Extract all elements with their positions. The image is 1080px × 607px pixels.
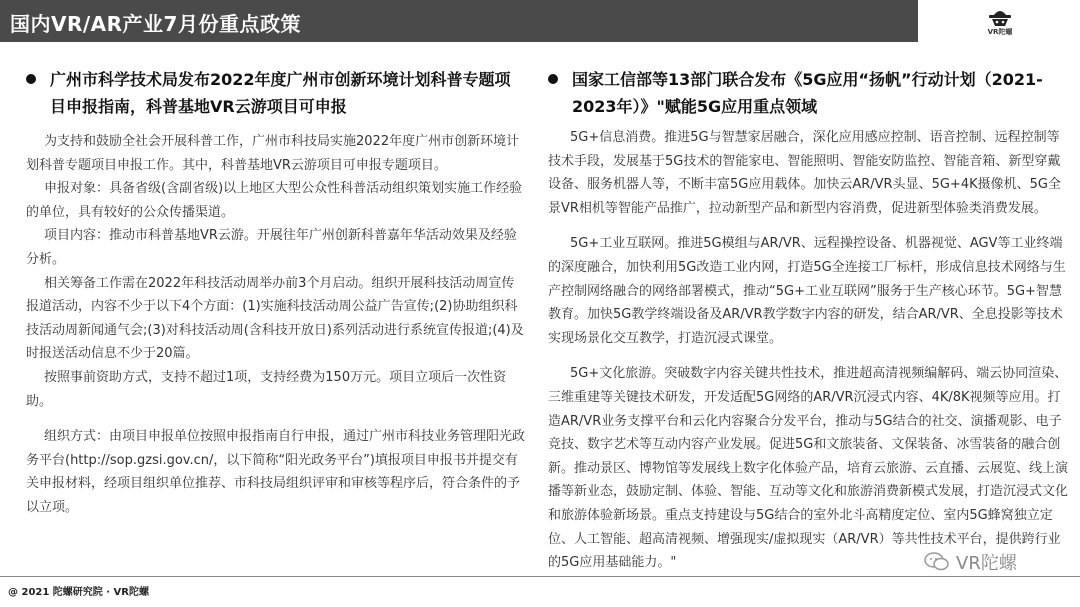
header-bar (0, 0, 918, 42)
right-body (548, 126, 1068, 575)
bullet-icon (548, 74, 558, 84)
right-heading-text: 国家工信部等13部门联合发布《5G应用“扬帆”行动计划（2021-2023年）》"赋能5G应用重点领域 (572, 70, 1043, 116)
left-paragraph: 项目内容：推动市科普基地VR云游。开展往年广州创新科普嘉年华活动效果及经验分析。 (26, 228, 517, 267)
right-heading (548, 66, 1068, 120)
right-paragraph: 5G+信息消费。推进5G与智慧家居融合，深化应用感应控制、语音控制、远程控制等技术手段，发展基于5G技术的智能家电、智能照明、智能安防监控、智能音箱、新型穿戴设备、服务机器人等，不断丰富5G应用载体。加快云AR/VR头显、5G+4K摄像机、5G全景VR相机等智能产品推广，拉动新型产品和新型内容消费，促进新型体验类消费发展。 (548, 130, 1061, 216)
left-paragraph: 按照事前资助方式，支持不超过1项，支持经费为150万元。项目立项后一次性资助。 (26, 369, 507, 409)
logo-text: VR陀螺 (987, 28, 1013, 36)
left-paragraph: 申报对象：具备省级(含副省级)以上地区大型公众性科普活动组织策划实施工作经验的单位，具有较好的公众传播渠道。 (26, 181, 523, 220)
left-heading (26, 66, 526, 120)
left-column (26, 66, 526, 520)
wechat-icon (924, 552, 950, 572)
right-paragraph: 5G+工业互联网。推进5G模组与AR/VR、远程操控设备、机器视觉、AGV等工业终端的深度融合，加快利用5G改造工业内网，打造5G全连接工厂标杆，形成信息技术网络与生产控制网络融合的网络部署模式，推动“5G+工业互联网”服务于生产核心环节。5G+智慧教育。加快5G教学终端设备及AR/VR教学数字内容的研发，结合AR/VR、全息投影等技术实现场景化交互教学，打造沉浸式课堂。 (548, 236, 1066, 346)
left-paragraph: 为支持和鼓励全社会开展科普工作，广州市科技局实施2022年度广州市创新环境计划科普专题项目申报工作。其中，科普基地VR云游项目可申报专题项目。 (26, 134, 520, 173)
left-body (26, 130, 526, 520)
watermark-text: VR陀螺 (956, 553, 1017, 574)
bullet-icon (26, 74, 36, 84)
brand-logo (972, 6, 1028, 42)
right-paragraph: 5G+文化旅游。突破数字内容关键共性技术，推进超高清视频编解码、端云协同渲染、三维重建等关键技术研发，开发适配5G网络的AR/VR沉浸式内容、4K/8K视频等应用。打造AR/VR业务支撑平台和云化内容聚合分发平台，推动与5G结合的社交、演播观影、电子竞技、数字艺术等互动内容产业发展。促进5G和文旅装备、文保装备、冰雪装备的融合创新。推动景区、博物馆等发展线上数字化体验产品，培育云旅游、云直播、云展览、线上演播等新业态，鼓励定制、体验、智能、互动等文化和旅游消费新模式发展，打造沉浸式文化和旅游体验新场景。重点支持建设与5G结合的室外北斗高精度定位、室内5G蜂窝独立定位、人工智能、超高清视频、增强现实/虚拟现实（AR/VR）等共性技术平台，提供跨行业的5G应用基础能力。" (548, 366, 1069, 571)
gyroscope-logo-icon (985, 6, 1015, 28)
page-title: 国内VR/AR产业7月份重点政策 (10, 12, 301, 36)
left-heading-text: 广州市科学技术局发布2022年度广州市创新环境计划科普专题项目申报指南，科普基地VR云游项目可申报 (50, 70, 511, 116)
right-column (548, 66, 1068, 575)
footer-divider (0, 576, 1080, 577)
left-paragraph: 组织方式：由项目申报单位按照申报指南自行申报，通过广州市科技业务管理阳光政务平台(http://sop.gzsi.gov.cn/，以下简称“阳光政务平台”)填报项目申报书并提交有关申报材料，经项目组织单位推荐、市科技局组织评审和审核等程序后，符合条件的予以立项。 (26, 429, 526, 515)
footer-copyright: @ 2021 陀螺研究院 · VR陀螺 (8, 587, 149, 598)
left-paragraph: 相关筹备工作需在2022年科技活动周举办前3个月启动。组织开展科技活动周宣传报道活动，内容不少于以下4个方面：(1)实施科技活动周公益广告宣传;(2)协助组织科技活动周新闻通气会;(3)对科技活动周(含科技开放日)系列活动进行系统宣传报道;(4)及时报送活动信息不少于20篇。 (26, 275, 524, 362)
wechat-watermark (924, 550, 1017, 574)
